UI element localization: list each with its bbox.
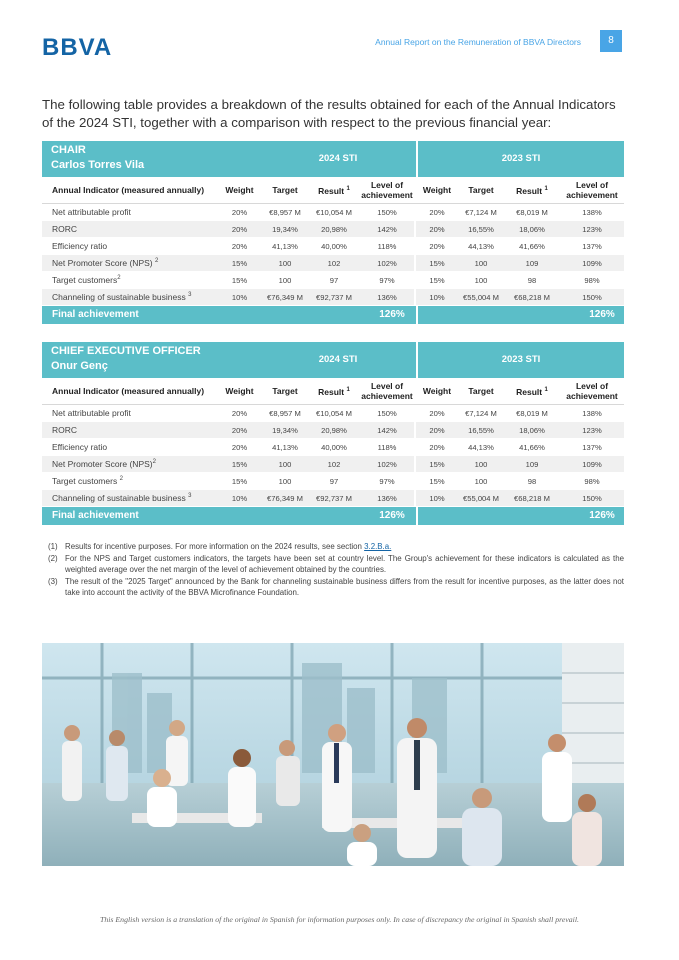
target-2023: 44,13% [458, 238, 504, 255]
result-2023: 109 [504, 456, 560, 473]
result-2023: 41,66% [504, 439, 560, 456]
ceo-table [42, 342, 624, 525]
col-target-2023: Target [458, 177, 504, 204]
result-2023: €68,218 M [504, 289, 560, 306]
indicator-name: Net Promoter Score (NPS) $^2$ [42, 255, 217, 272]
target-2023: 100 [458, 473, 504, 490]
weight-2023: 20% [416, 439, 458, 456]
table-row [42, 490, 624, 507]
level-2023: 138% [560, 405, 624, 422]
director-name: Onur Genç [51, 360, 108, 372]
weight-2023: 15% [416, 473, 458, 490]
col-result-2023: Result $^1$ [504, 177, 560, 204]
final-achievement-2023: 126% [589, 309, 615, 320]
weight-2023: 15% [416, 456, 458, 473]
footnote [48, 576, 624, 598]
indicator-name: Efficiency ratio [42, 238, 217, 255]
target-2024: €8,957 M [262, 204, 308, 221]
intro-paragraph: The following table provides a breakdown of the results obtained for each of the Annual Indicators of the 2024 STI, together with a comparison with respect to the previous financial year: [42, 97, 616, 130]
bbva-logo: BBVA [42, 34, 113, 61]
table-header-band [42, 342, 624, 378]
target-2023: €55,004 M [458, 490, 504, 507]
weight-2024: 10% [217, 289, 262, 306]
year-2023-heading: 2023 STI [501, 354, 541, 365]
indicator-name: Target customers $^2$ [42, 473, 217, 490]
result-2024: €10,054 M [308, 204, 360, 221]
result-2024: 97 [308, 272, 360, 289]
target-2023: €7,124 M [458, 405, 504, 422]
weight-2023: 20% [416, 405, 458, 422]
weight-2024: 20% [217, 238, 262, 255]
result-2024: 102 [308, 456, 360, 473]
weight-2023: 20% [416, 422, 458, 439]
year-2024-heading: 2024 STI [318, 354, 358, 365]
table-row [42, 204, 624, 221]
indicator-name: Net attributable profit [42, 405, 217, 422]
result-2023: 109 [504, 255, 560, 272]
target-2024: €8,957 M [262, 405, 308, 422]
result-2023: €68,218 M [504, 490, 560, 507]
target-2024: 19,34% [262, 221, 308, 238]
weight-2024: 20% [217, 221, 262, 238]
level-2023: 137% [560, 439, 624, 456]
final-achievement-2023: 126% [589, 510, 615, 521]
indicator-name: Channeling of sustainable business $^3$ [42, 289, 217, 306]
translation-disclaimer: This English version is a translation of the original in Spanish for information purposes only. In case of discrepancy the original in Spanish shall prevail. [100, 915, 579, 924]
result-2023: 18,06% [504, 422, 560, 439]
result-2023: 18,06% [504, 221, 560, 238]
final-achievement-label: Final achievement [52, 510, 139, 521]
level-2024: 102% [360, 456, 414, 473]
result-2024: €92,737 M [308, 490, 360, 507]
indicator-table [42, 177, 624, 306]
col-level-2023: Level of achievement [560, 378, 624, 405]
result-2024: 97 [308, 473, 360, 490]
weight-2024: 20% [217, 204, 262, 221]
level-2024: 142% [360, 422, 414, 439]
target-2024: €76,349 M [262, 289, 308, 306]
weight-2024: 15% [217, 255, 262, 272]
weight-2023: 10% [416, 490, 458, 507]
result-2024: 40,00% [308, 439, 360, 456]
table-row [42, 456, 624, 473]
target-2024: 41,13% [262, 439, 308, 456]
indicator-name: Net attributable profit [42, 204, 217, 221]
col-target-2024: Target [262, 177, 308, 204]
col-level-2024: Level of achievement [360, 177, 414, 204]
target-2024: 100 [262, 473, 308, 490]
result-2023: 41,66% [504, 238, 560, 255]
column-header-row [42, 378, 624, 405]
level-2023: 109% [560, 255, 624, 272]
indicator-name: Efficiency ratio [42, 439, 217, 456]
table-row [42, 289, 624, 306]
target-2023: 16,55% [458, 221, 504, 238]
office-team-photo [42, 643, 624, 866]
target-2023: 100 [458, 255, 504, 272]
col-weight-2023: Weight [416, 378, 458, 405]
footnote-number: (3) [48, 577, 58, 586]
indicator-table [42, 378, 624, 507]
target-2024: 19,34% [262, 422, 308, 439]
target-2024: 100 [262, 272, 308, 289]
level-2023: 123% [560, 422, 624, 439]
section-link[interactable]: 3.2.B.a. [364, 542, 392, 551]
footnote-number: (1) [48, 542, 58, 551]
weight-2023: 10% [416, 289, 458, 306]
result-2024: €92,737 M [308, 289, 360, 306]
col-weight-2023: Weight [416, 177, 458, 204]
col-target-2023: Target [458, 378, 504, 405]
result-2024: 102 [308, 255, 360, 272]
level-2023: 123% [560, 221, 624, 238]
footnote [48, 553, 624, 575]
col-level-2023: Level of achievement [560, 177, 624, 204]
table-row [42, 238, 624, 255]
col-result-2023: Result $^1$ [504, 378, 560, 405]
level-2024: 118% [360, 439, 414, 456]
result-2023: 98 [504, 272, 560, 289]
director-role: CHIEF EXECUTIVE OFFICER [51, 345, 201, 357]
table-row [42, 422, 624, 439]
indicator-name: RORC [42, 422, 217, 439]
footnotes [48, 541, 624, 599]
table-header-band [42, 141, 624, 177]
level-2024: 102% [360, 255, 414, 272]
table-row [42, 439, 624, 456]
col-result-2024: Result $^1$ [308, 378, 360, 405]
weight-2023: 20% [416, 204, 458, 221]
target-2023: 100 [458, 272, 504, 289]
level-2024: 136% [360, 490, 414, 507]
result-2023: 98 [504, 473, 560, 490]
target-2023: 100 [458, 456, 504, 473]
result-2024: 20,98% [308, 221, 360, 238]
table-row [42, 255, 624, 272]
year-2024-heading: 2024 STI [318, 153, 358, 164]
table-row [42, 221, 624, 238]
final-achievement-label: Final achievement [52, 309, 139, 320]
footnote [48, 541, 624, 552]
final-achievement-2024: 126% [379, 309, 405, 320]
target-2024: 100 [262, 456, 308, 473]
weight-2024: 15% [217, 473, 262, 490]
result-2024: €10,054 M [308, 405, 360, 422]
report-title: Annual Report on the Remuneration of BBVA Directors [375, 37, 581, 47]
level-2024: 150% [360, 405, 414, 422]
col-weight-2024: Weight [217, 177, 262, 204]
final-achievement-2024: 126% [379, 510, 405, 521]
weight-2023: 20% [416, 221, 458, 238]
weight-2024: 20% [217, 405, 262, 422]
col-indicator: Annual Indicator (measured annually) [42, 177, 217, 204]
level-2023: 98% [560, 272, 624, 289]
target-2024: €76,349 M [262, 490, 308, 507]
target-2024: 41,13% [262, 238, 308, 255]
column-header-row [42, 177, 624, 204]
footnote-number: (2) [48, 554, 58, 563]
weight-2023: 20% [416, 238, 458, 255]
col-result-2024: Result $^1$ [308, 177, 360, 204]
target-2023: €55,004 M [458, 289, 504, 306]
level-2023: 150% [560, 490, 624, 507]
level-2023: 138% [560, 204, 624, 221]
col-indicator: Annual Indicator (measured annually) [42, 378, 217, 405]
indicator-name: Channeling of sustainable business $^3$ [42, 490, 217, 507]
footnote-text: The result of the "2025 Target" announced by the Bank for channeling sustainable business differs from the result for incentive purposes, as the latter does not take into account the activity of the BBVA Microfinance Foundation. [65, 577, 624, 597]
weight-2024: 15% [217, 456, 262, 473]
indicator-name: Target customers$^2$ [42, 272, 217, 289]
final-achievement-row [42, 507, 624, 525]
result-2023: €8,019 M [504, 405, 560, 422]
indicator-name: RORC [42, 221, 217, 238]
target-2023: 44,13% [458, 439, 504, 456]
footnote-text: For the NPS and Target customers indicators, the targets have been set at country level. The Group's achievement for these indicators is calculated as the weighted average over the net margin of the level of achievement obtained by the countries. [65, 554, 624, 574]
weight-2024: 10% [217, 490, 262, 507]
final-achievement-row [42, 306, 624, 324]
level-2023: 98% [560, 473, 624, 490]
chair-table [42, 141, 624, 324]
target-2023: 16,55% [458, 422, 504, 439]
table-row [42, 405, 624, 422]
level-2024: 97% [360, 473, 414, 490]
result-2024: 20,98% [308, 422, 360, 439]
level-2023: 137% [560, 238, 624, 255]
director-role: CHAIR [51, 144, 86, 156]
weight-2023: 15% [416, 255, 458, 272]
year-2023-heading: 2023 STI [501, 153, 541, 164]
weight-2023: 15% [416, 272, 458, 289]
col-level-2024: Level of achievement [360, 378, 414, 405]
target-2024: 100 [262, 255, 308, 272]
level-2024: 142% [360, 221, 414, 238]
footnote-text: Results for incentive purposes. For more information on the 2024 results, see section 3.2.B.a. [65, 542, 392, 551]
result-2024: 40,00% [308, 238, 360, 255]
weight-2024: 20% [217, 439, 262, 456]
result-2023: €8,019 M [504, 204, 560, 221]
weight-2024: 15% [217, 272, 262, 289]
director-name: Carlos Torres Vila [51, 159, 145, 171]
indicator-name: Net Promoter Score (NPS)$^2$ [42, 456, 217, 473]
page-number: 8 [600, 30, 622, 52]
table-row [42, 473, 624, 490]
level-2023: 109% [560, 456, 624, 473]
weight-2024: 20% [217, 422, 262, 439]
level-2024: 136% [360, 289, 414, 306]
col-weight-2024: Weight [217, 378, 262, 405]
level-2024: 118% [360, 238, 414, 255]
level-2024: 150% [360, 204, 414, 221]
table-row [42, 272, 624, 289]
target-2023: €7,124 M [458, 204, 504, 221]
level-2023: 150% [560, 289, 624, 306]
level-2024: 97% [360, 272, 414, 289]
col-target-2024: Target [262, 378, 308, 405]
